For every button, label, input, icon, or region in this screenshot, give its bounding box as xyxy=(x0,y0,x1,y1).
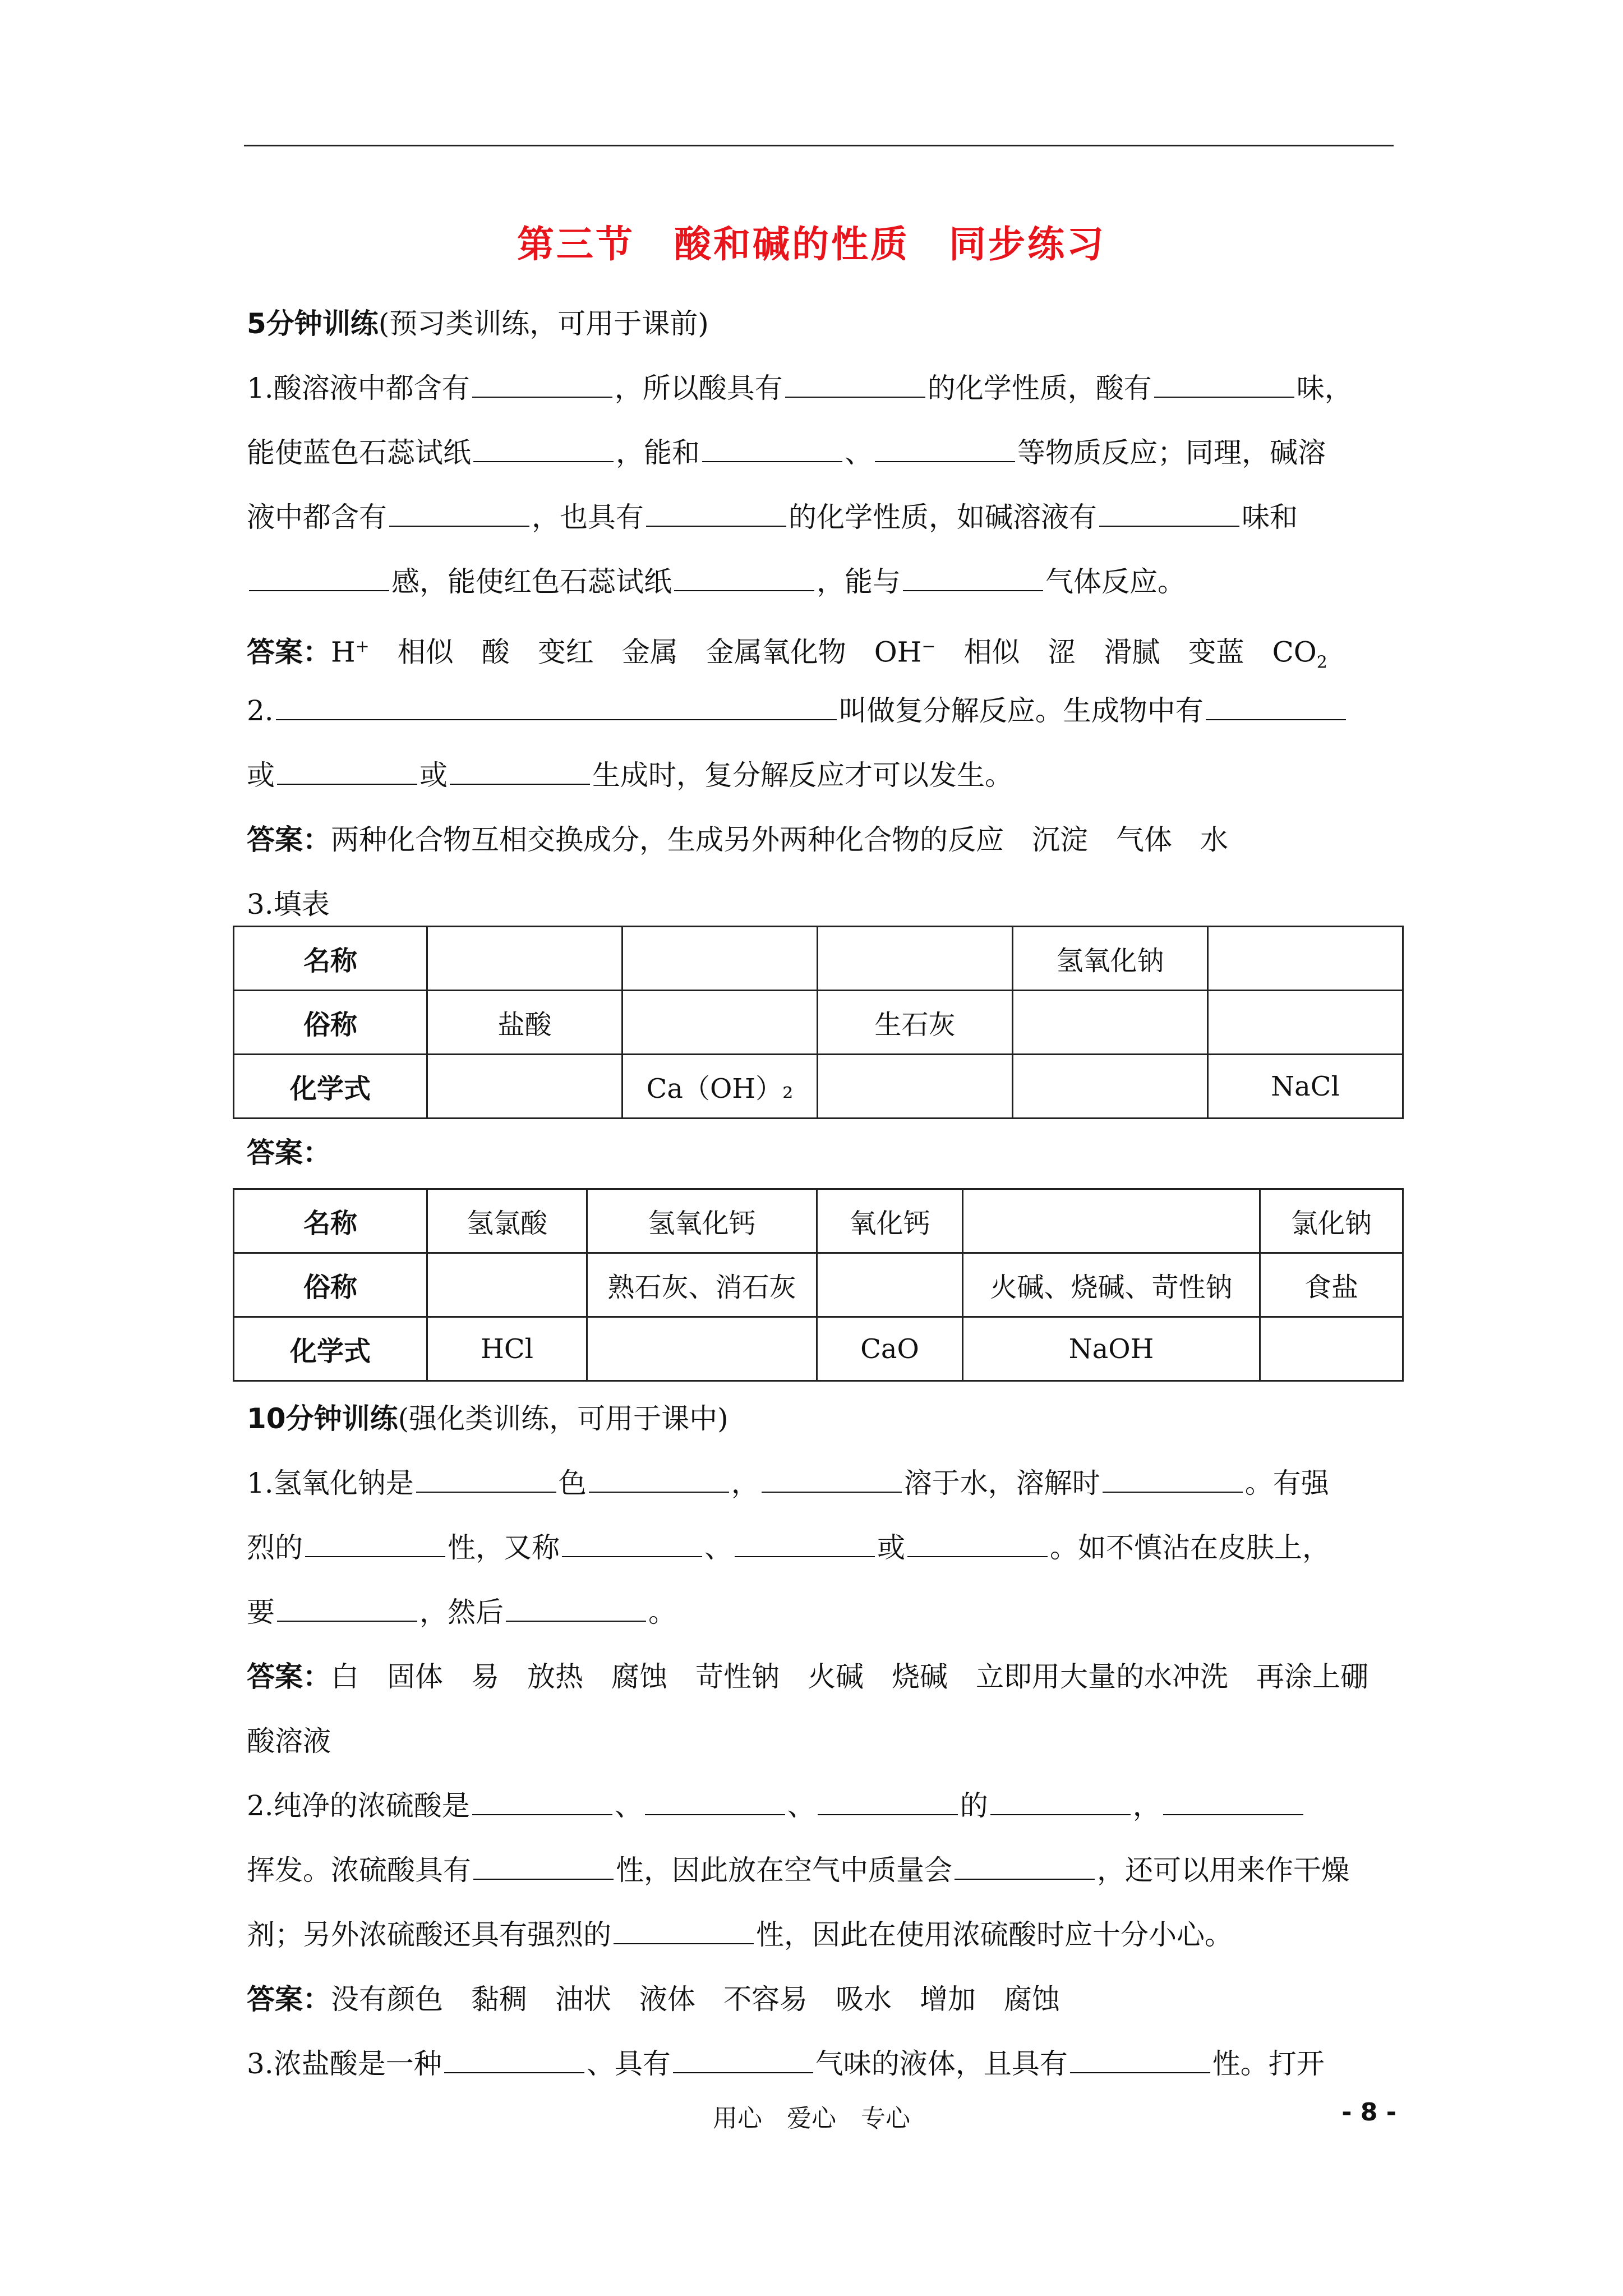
table-row xyxy=(234,1189,1403,1253)
table-cell: 熟石灰、消石灰 xyxy=(587,1253,817,1317)
text: 1.酸溶液中都含有 xyxy=(247,372,470,404)
text: 。 xyxy=(648,1596,676,1628)
text: ，能与 xyxy=(817,565,901,598)
row-header-cell: 化学式 xyxy=(234,1317,427,1381)
section1-note: (预习类训练，可用于课前) xyxy=(378,307,709,340)
text: 性。打开 xyxy=(1212,2047,1325,2080)
s1-q1-line1 xyxy=(247,356,1394,421)
text: 挥发。浓硫酸具有 xyxy=(247,1854,471,1887)
table-row xyxy=(234,1055,1403,1119)
text: 或 xyxy=(419,759,448,792)
table-cell: 氢氧化钠 xyxy=(1013,927,1208,991)
text: 相似 涩 滑腻 变蓝 CO xyxy=(935,636,1317,669)
table-row xyxy=(234,1253,1403,1317)
s2-q2-line2 xyxy=(247,1838,1394,1903)
blank[interactable] xyxy=(249,590,389,591)
table-cell xyxy=(1260,1317,1403,1381)
answer-label: 答案： xyxy=(247,636,331,669)
superscript: + xyxy=(355,637,370,656)
table-cell xyxy=(623,927,818,991)
text: 色 xyxy=(558,1467,587,1499)
table-cell: CaO xyxy=(817,1317,963,1381)
section1-heading-line xyxy=(247,292,1394,356)
answer-label: 答案： xyxy=(247,823,331,856)
table-cell: 生石灰 xyxy=(818,991,1013,1055)
blank[interactable] xyxy=(762,1492,902,1493)
text: 叫做复分解反应。生成物中有 xyxy=(838,694,1204,727)
text: 或 xyxy=(247,759,275,792)
blank[interactable] xyxy=(1163,1814,1303,1815)
s1-q3-answer-label: 答案： xyxy=(247,1137,331,1169)
blank[interactable] xyxy=(416,1492,556,1493)
text: ， xyxy=(731,1467,759,1499)
table-cell xyxy=(818,1055,1013,1119)
table-cell: 氧化钙 xyxy=(817,1189,963,1253)
s2-q2-line1 xyxy=(247,1774,1394,1838)
text: 白 固体 易 放热 腐蚀 苛性钠 火碱 烧碱 立即用大量的水冲洗 再涂上硼 xyxy=(331,1660,1368,1693)
blank[interactable] xyxy=(389,526,529,527)
blank[interactable] xyxy=(990,1814,1131,1815)
blank[interactable] xyxy=(785,397,925,398)
table-row xyxy=(234,1317,1403,1381)
text: 两种化合物互相交换成分，生成另外两种化合物的反应 沉淀 气体 水 xyxy=(331,823,1228,856)
blank[interactable] xyxy=(1206,719,1346,720)
blank[interactable] xyxy=(506,1621,646,1622)
blank[interactable] xyxy=(444,2072,584,2073)
table-cell xyxy=(1013,991,1208,1055)
text: 。如不慎沾在皮肤上， xyxy=(1050,1531,1330,1564)
table-cell xyxy=(1013,1055,1208,1119)
table-cell xyxy=(1208,991,1403,1055)
text: 剂；另外浓硫酸还具有强烈的 xyxy=(247,1918,611,1951)
blank[interactable] xyxy=(277,1621,417,1622)
s1-q1-line4 xyxy=(247,550,1394,614)
s1-q3-answer-block xyxy=(247,1121,1394,1185)
text: ，还可以用来作干燥 xyxy=(1097,1854,1349,1887)
table-cell xyxy=(817,1253,963,1317)
blank[interactable] xyxy=(818,1814,958,1815)
text: 相似 酸 变红 金属 金属氧化物 OH xyxy=(369,636,922,669)
s1-q2-answer xyxy=(247,808,1394,872)
fill-table xyxy=(233,926,1404,1119)
s2-q1-line1 xyxy=(247,1451,1394,1516)
row-header-cell: 俗称 xyxy=(234,991,427,1055)
s2-q1-line2 xyxy=(247,1516,1394,1580)
blank[interactable] xyxy=(305,1556,445,1557)
blank[interactable] xyxy=(277,784,417,785)
table-cell xyxy=(1208,927,1403,991)
blank[interactable] xyxy=(473,1879,614,1880)
text: 味和 xyxy=(1242,501,1298,533)
row-header-cell: 俗称 xyxy=(234,1253,427,1317)
section1 xyxy=(247,292,1394,937)
section2 xyxy=(247,1387,1394,2096)
blank[interactable] xyxy=(955,1879,1095,1880)
text: H xyxy=(331,636,356,669)
text: 。有强 xyxy=(1244,1467,1329,1499)
blank[interactable] xyxy=(589,1492,729,1493)
table-cell: Ca（OH）₂ xyxy=(623,1055,818,1119)
blank[interactable] xyxy=(674,590,814,591)
row-header-cell: 化学式 xyxy=(234,1055,427,1119)
text: 的化学性质，酸有 xyxy=(927,372,1152,404)
blank[interactable] xyxy=(673,2072,813,2073)
text: 要 xyxy=(247,1596,275,1628)
text: 烈的 xyxy=(247,1531,303,1564)
text: ，然后 xyxy=(419,1596,504,1628)
table-cell: 氢氯酸 xyxy=(427,1189,587,1253)
s1-q1-answer xyxy=(247,614,1394,679)
text: 、 xyxy=(704,1531,732,1564)
blank[interactable] xyxy=(907,1556,1048,1557)
text: 的化学性质，如碱溶液有 xyxy=(789,501,1097,533)
blank[interactable] xyxy=(1070,2072,1210,2073)
section2-heading-line xyxy=(247,1387,1394,1451)
text: 等物质反应；同理，碱溶 xyxy=(1017,436,1326,469)
blank[interactable] xyxy=(875,461,1015,462)
text: 气体反应。 xyxy=(1045,565,1186,598)
text: 性，又称 xyxy=(448,1531,560,1564)
text: ，能和 xyxy=(616,436,700,469)
answer-label: 答案： xyxy=(247,1983,331,2016)
text: 2.纯净的浓硫酸是 xyxy=(247,1789,470,1822)
text: 的 xyxy=(960,1789,988,1822)
text: 生成时，复分解反应才可以发生。 xyxy=(592,759,1013,792)
blank[interactable] xyxy=(472,1814,612,1815)
section1-heading: 5分钟训练 xyxy=(247,307,379,340)
text: 1.氢氧化钠是 xyxy=(247,1467,414,1499)
s1-q3-label: 3.填表 xyxy=(247,888,330,921)
superscript: − xyxy=(921,637,936,656)
table-row xyxy=(234,927,1403,991)
header-rule xyxy=(244,145,1394,146)
table-cell: 火碱、烧碱、苛性钠 xyxy=(963,1253,1260,1317)
blank[interactable] xyxy=(276,719,837,720)
text: 、 xyxy=(614,1789,643,1822)
table-cell xyxy=(623,991,818,1055)
text: 气味的液体，且具有 xyxy=(815,2047,1068,2080)
text: ， xyxy=(1132,1789,1161,1822)
blank[interactable] xyxy=(1103,1492,1243,1493)
s1-q1-line2 xyxy=(247,421,1394,485)
text: 味， xyxy=(1296,372,1353,404)
text: 液中都含有 xyxy=(247,501,387,533)
text: 或 xyxy=(877,1531,905,1564)
s2-q1-answer-cont: 酸溶液 xyxy=(247,1725,331,1757)
text: 、 xyxy=(787,1789,815,1822)
blank[interactable] xyxy=(614,1943,754,1944)
s1-q1-line3 xyxy=(247,485,1394,550)
s1-q2-line1 xyxy=(247,679,1394,743)
blank[interactable] xyxy=(645,1814,785,1815)
table-cell xyxy=(427,1055,623,1119)
table-cell xyxy=(427,1253,587,1317)
table-cell xyxy=(818,927,1013,991)
text: 3.浓盐酸是一种 xyxy=(247,2047,442,2080)
table-cell: HCl xyxy=(427,1317,587,1381)
text: 2. xyxy=(247,694,274,727)
table-cell xyxy=(427,927,623,991)
blank[interactable] xyxy=(702,461,842,462)
table-cell: 氢氧化钙 xyxy=(587,1189,817,1253)
s2-q1-answer xyxy=(247,1645,1394,1709)
table-row xyxy=(234,991,1403,1055)
table-cell: 盐酸 xyxy=(427,991,623,1055)
text: 溶于水，溶解时 xyxy=(903,1467,1100,1499)
row-header-cell: 名称 xyxy=(234,927,427,991)
answer-table xyxy=(233,1188,1404,1382)
blank[interactable] xyxy=(646,526,786,527)
s2-q1-line3 xyxy=(247,1580,1394,1645)
blank[interactable] xyxy=(450,784,590,785)
blank[interactable] xyxy=(1099,526,1239,527)
text: ，也具有 xyxy=(532,501,644,533)
subscript: 2 xyxy=(1316,652,1327,673)
table-cell: 食盐 xyxy=(1260,1253,1403,1317)
blank[interactable] xyxy=(473,461,614,462)
blank[interactable] xyxy=(1154,397,1294,398)
blank[interactable] xyxy=(562,1556,702,1557)
s1-q2-line2 xyxy=(247,743,1394,808)
text: 能使蓝色石蕊试纸 xyxy=(247,436,471,469)
blank[interactable] xyxy=(735,1556,875,1557)
page-number: - 8 - xyxy=(1341,2098,1396,2127)
s2-q2-answer xyxy=(247,1967,1394,2032)
text: 、具有 xyxy=(586,2047,671,2080)
s2-q3-line1 xyxy=(247,2032,1394,2096)
s2-q2-line3 xyxy=(247,1903,1394,1967)
row-header-cell: 名称 xyxy=(234,1189,427,1253)
section2-note: (强化类训练，可用于课中) xyxy=(398,1402,728,1435)
table-cell: NaCl xyxy=(1208,1055,1403,1119)
table-cell xyxy=(587,1317,817,1381)
page-title: 第三节 酸和碱的性质 同步练习 xyxy=(517,223,1106,266)
text: 感，能使红色石蕊试纸 xyxy=(391,565,672,598)
blank[interactable] xyxy=(903,590,1043,591)
answer-label: 答案： xyxy=(247,1660,331,1693)
text: ，所以酸具有 xyxy=(614,372,783,404)
footer-motto: 用心 爱心 专心 xyxy=(713,2104,910,2133)
blank[interactable] xyxy=(472,397,612,398)
text: 性，因此在使用浓硫酸时应十分小心。 xyxy=(756,1918,1233,1951)
text: 性，因此放在空气中质量会 xyxy=(616,1854,952,1887)
table-cell xyxy=(963,1189,1260,1253)
text: 、 xyxy=(845,436,873,469)
text: 没有颜色 黏稠 油状 液体 不容易 吸水 增加 腐蚀 xyxy=(331,1983,1060,2016)
table-cell: 氯化钠 xyxy=(1260,1189,1403,1253)
section2-heading: 10分钟训练 xyxy=(247,1402,398,1435)
table-cell: NaOH xyxy=(963,1317,1260,1381)
